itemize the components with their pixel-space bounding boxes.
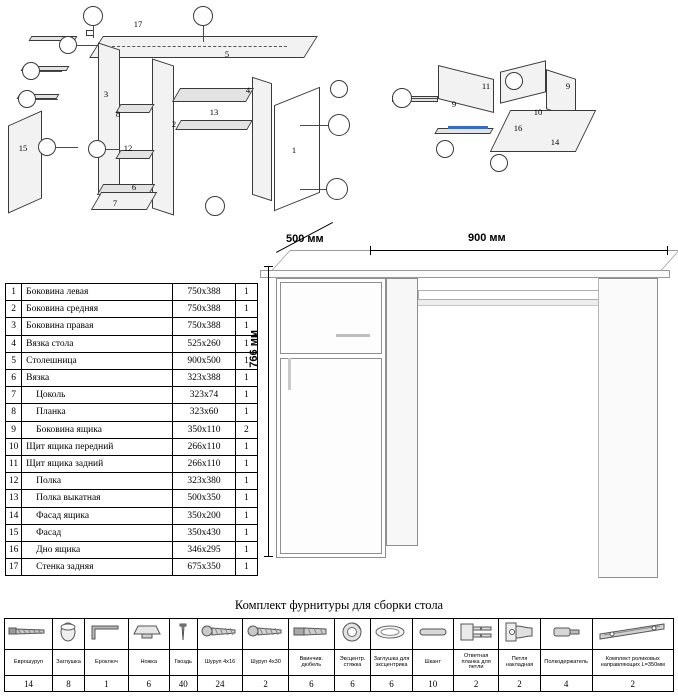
screw-4x16-icon	[197, 619, 243, 650]
part-dimension: 323x74	[173, 387, 235, 404]
part-number: 8	[6, 404, 22, 421]
dim-tick	[370, 246, 371, 255]
hardware-quantity: 2	[243, 676, 289, 692]
dowel-icon	[288, 619, 334, 650]
side-panel-left	[98, 42, 120, 199]
part-quantity: 1	[235, 456, 257, 473]
desk-back-recess	[418, 306, 598, 550]
part-name: Полка выкатная	[22, 490, 173, 507]
part-number: 13	[6, 490, 22, 507]
desk-perspective-drawing	[248, 230, 678, 600]
callout-label-5: 5	[224, 49, 230, 59]
desk-top-surface	[270, 250, 678, 272]
hardware-name: Шкант	[412, 650, 453, 676]
table-row	[6, 387, 258, 404]
part-dimension: 675x350	[173, 559, 235, 576]
part-quantity: 1	[235, 559, 257, 576]
callout-label-9b: 9	[565, 81, 571, 91]
part-quantity: 1	[235, 370, 257, 387]
callout-circle	[392, 88, 412, 108]
callout-label-2: 2	[171, 119, 177, 129]
part-dimension: 323x60	[173, 404, 235, 421]
table-row	[6, 490, 258, 507]
drawer-slide-icon	[592, 619, 673, 650]
part-quantity: 1	[235, 542, 257, 559]
leader-line	[412, 98, 438, 99]
door-front	[280, 358, 382, 554]
table-row	[6, 507, 258, 524]
hardware-name: Петля накладная	[499, 650, 540, 676]
hardware-name: Шуруп 4х30	[243, 650, 289, 676]
part-quantity: 1	[235, 524, 257, 541]
callout-circle	[22, 62, 40, 80]
callout-label-17: 17	[133, 19, 143, 29]
dim-depth-label: 500 мм	[286, 233, 324, 245]
allen-key-icon	[85, 619, 128, 650]
part-name: Щит ящика передний	[22, 438, 173, 455]
table-row	[6, 284, 258, 301]
part-number: 3	[6, 318, 22, 335]
leader-line	[40, 71, 62, 72]
hardware-name: Ножка	[128, 650, 169, 676]
table-row	[6, 370, 258, 387]
hardware-quantity: 8	[52, 676, 84, 692]
leader-line	[300, 125, 328, 126]
part-number: 9	[6, 421, 22, 438]
hardware-quantity: 2	[592, 676, 673, 692]
part-name: Боковина левая	[22, 284, 173, 301]
callout-circle	[205, 196, 225, 216]
part-number: 16	[6, 542, 22, 559]
leader-line	[56, 147, 78, 148]
callout-circle	[326, 178, 348, 200]
part-number: 6	[6, 370, 22, 387]
hardware-name: Заглушка	[52, 650, 84, 676]
part-name: Цоколь	[22, 387, 173, 404]
leader-line	[300, 189, 326, 190]
hardware-quantity: 10	[412, 676, 453, 692]
part-number: 2	[6, 301, 22, 318]
part-name: Фасад	[22, 524, 173, 541]
hardware-name: Ввинчив. дюбель	[288, 650, 334, 676]
part-dimension: 350x430	[173, 524, 235, 541]
dim-tick	[264, 556, 273, 557]
part-number: 11	[6, 456, 22, 473]
hardware-name: Еврошуруп	[5, 650, 53, 676]
euroscrew-icon	[5, 619, 53, 650]
hardware-kit-title: Комплект фурнитуры для сборки стола	[234, 598, 444, 612]
hardware-kit-icons-row	[5, 619, 674, 650]
table-row	[6, 473, 258, 490]
part-name: Боковина правая	[22, 318, 173, 335]
callout-label-12: 12	[123, 143, 133, 153]
part-dimension: 750x388	[173, 301, 235, 318]
part-name: Фасад ящика	[22, 507, 173, 524]
drawer-front	[280, 282, 382, 354]
callout-label-15: 15	[18, 143, 28, 153]
hardware-name: Гвоздь	[169, 650, 197, 676]
part-quantity: 2	[235, 421, 257, 438]
guide-dashed-line	[112, 46, 287, 47]
parts-table	[5, 283, 258, 576]
callout-label-6: 6	[131, 182, 137, 192]
facade-door	[8, 110, 42, 213]
door-handle	[288, 358, 291, 390]
hinge-plate-icon	[453, 619, 499, 650]
part-number: 5	[6, 352, 22, 369]
hardware-kit-table	[4, 618, 674, 692]
part-quantity: 1	[235, 352, 257, 369]
drawer-box	[91, 192, 157, 210]
hardware-quantity: 1	[85, 676, 128, 692]
callout-label-4: 4	[245, 85, 251, 95]
part-quantity: 1	[235, 284, 257, 301]
callout-label-3: 3	[103, 89, 109, 99]
part-dimension: 323x388	[173, 370, 235, 387]
highlight-bar	[448, 126, 488, 129]
callout-label-14: 14	[550, 137, 560, 147]
part-number: 12	[6, 473, 22, 490]
table-row	[6, 559, 258, 576]
leader-line	[93, 26, 94, 38]
part-quantity: 1	[235, 490, 257, 507]
callout-label-9a: 9	[451, 99, 457, 109]
part-dimension: 750x388	[173, 284, 235, 301]
part-dimension: 266x110	[173, 456, 235, 473]
dim-tick	[667, 246, 668, 255]
hardware-quantity: 40	[169, 676, 197, 692]
hardware-quantity: 6	[288, 676, 334, 692]
part-dimension: 350x110	[173, 421, 235, 438]
hardware-quantity: 14	[5, 676, 53, 692]
pullout-shelf	[175, 120, 253, 130]
callout-circle	[490, 154, 508, 172]
right-leg-edge	[598, 278, 599, 578]
callout-label-16: 16	[513, 123, 523, 133]
callout-label-8: 8	[115, 109, 121, 119]
part-quantity: 1	[235, 507, 257, 524]
hardware-kit-qty-row	[5, 676, 674, 692]
part-name: Дно ящика	[22, 542, 173, 559]
hardware-name: Комплект роликовых направляющих L=350мм	[592, 650, 673, 676]
leader-line	[106, 149, 120, 150]
hardware-quantity: 6	[128, 676, 169, 692]
callout-label-11: 11	[481, 81, 491, 91]
part-dimension: 750x388	[173, 318, 235, 335]
part-name: Полка	[22, 473, 173, 490]
hardware-quantity: 4	[540, 676, 592, 692]
table-row	[6, 438, 258, 455]
part-name: Боковина средняя	[22, 301, 173, 318]
callout-circle	[18, 90, 36, 108]
part-number: 10	[6, 438, 22, 455]
dowel-pin-icon	[412, 619, 453, 650]
callout-circle	[38, 138, 56, 156]
hardware-name: Эксцентр. стяжка	[334, 650, 371, 676]
dim-tick	[264, 266, 273, 267]
part-quantity: 1	[235, 301, 257, 318]
cam-lock-icon	[334, 619, 371, 650]
drawer-handle	[336, 334, 370, 337]
part-number: 17	[6, 559, 22, 576]
part-dimension: 900x500	[173, 352, 235, 369]
callout-label-1: 1	[291, 145, 297, 155]
table-row	[6, 542, 258, 559]
part-quantity: 1	[235, 387, 257, 404]
part-name: Щит ящика задний	[22, 456, 173, 473]
hardware-quantity: 24	[197, 676, 243, 692]
part-number: 1	[6, 284, 22, 301]
part-number: 15	[6, 524, 22, 541]
part-dimension: 500x350	[173, 490, 235, 507]
part-dimension: 350x200	[173, 507, 235, 524]
hardware-quantity: 6	[334, 676, 371, 692]
hardware-quantity: 2	[499, 676, 540, 692]
part-name: Боковина ящика	[22, 421, 173, 438]
part-quantity: 1	[235, 318, 257, 335]
callout-circle	[328, 114, 350, 136]
hardware-quantity: 2	[453, 676, 499, 692]
hardware-name: Полкодержатель	[540, 650, 592, 676]
table-row	[6, 318, 258, 335]
part-number: 7	[6, 387, 22, 404]
callout-circle	[88, 140, 106, 158]
foot-icon	[128, 619, 169, 650]
pedestal-side	[386, 278, 418, 546]
callout-label-7: 7	[112, 198, 118, 208]
desk-top-edge	[260, 270, 670, 278]
table-row	[6, 404, 258, 421]
nail-icon	[169, 619, 197, 650]
part-dimension: 346x295	[173, 542, 235, 559]
dim-width-label: 900 мм	[468, 232, 506, 244]
part-dimension: 323x380	[173, 473, 235, 490]
callout-circle	[436, 140, 454, 158]
part-quantity: 1	[235, 404, 257, 421]
table-row	[6, 421, 258, 438]
hardware-name: Шуруп 4х16	[197, 650, 243, 676]
exploded-diagrams	[0, 0, 678, 230]
callout-circle	[193, 6, 213, 26]
leader-line	[36, 99, 58, 100]
table-row	[6, 335, 258, 352]
part-name: Вязка	[22, 370, 173, 387]
right-leg-panel	[598, 278, 658, 578]
part-name: Столешница	[22, 352, 173, 369]
part-dimension: 266x110	[173, 438, 235, 455]
hardware-name: Ероключ	[85, 650, 128, 676]
screw-4x30-icon	[243, 619, 289, 650]
part-name: Вязка стола	[22, 335, 173, 352]
shelf-support-icon	[540, 619, 592, 650]
part-quantity: 1	[235, 438, 257, 455]
table-row	[6, 456, 258, 473]
hardware-name: Ответная планка для петли	[453, 650, 499, 676]
part-number: 14	[6, 507, 22, 524]
callout-label-10: 10	[533, 107, 543, 117]
part-name: Стенка задняя	[22, 559, 173, 576]
dim-height-line	[268, 266, 269, 556]
table-row	[6, 524, 258, 541]
callout-circle	[505, 72, 523, 90]
table-row	[6, 301, 258, 318]
dim-width-line	[370, 250, 668, 251]
hardware-kit-names-row	[5, 650, 674, 676]
part-dimension: 525x260	[173, 335, 235, 352]
part-number: 4	[6, 335, 22, 352]
dim-height-label: 766 мм	[248, 330, 260, 368]
cam-cap-icon	[371, 619, 412, 650]
callout-circle	[330, 80, 348, 98]
callout-circle	[59, 36, 77, 54]
table-row	[6, 352, 258, 369]
leader-line	[77, 45, 99, 46]
part-quantity: 1	[235, 335, 257, 352]
hardware-quantity: 6	[371, 676, 412, 692]
part-name: Планка	[22, 404, 173, 421]
side-panel-right	[252, 77, 272, 201]
hinge-icon	[499, 619, 540, 650]
part-quantity: 1	[235, 473, 257, 490]
leader-line	[203, 26, 204, 42]
cap-icon	[52, 619, 84, 650]
hardware-name: Заглушка для эксцентрика	[371, 650, 412, 676]
callout-label-13: 13	[209, 107, 219, 117]
callout-circle	[83, 6, 103, 26]
